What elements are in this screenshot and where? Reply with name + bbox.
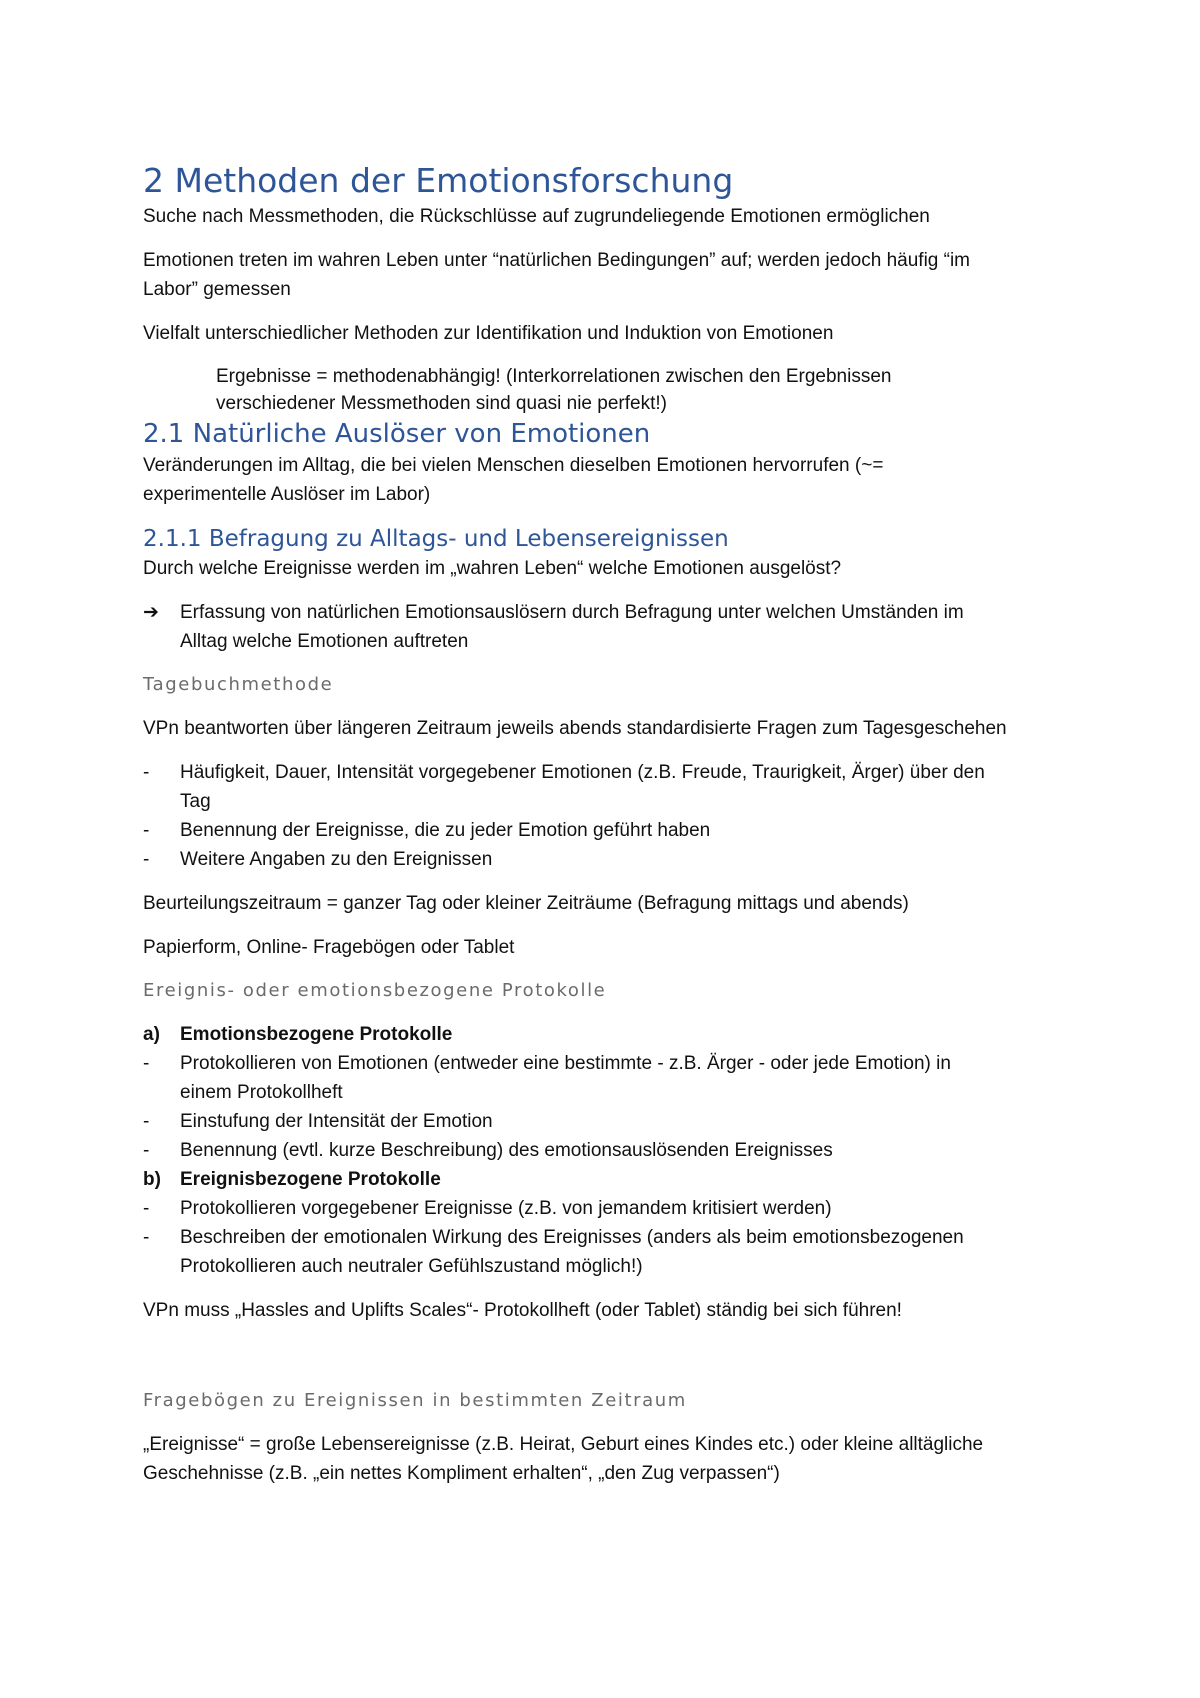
text-line: „Ereignisse“ = große Lebensereignisse (z.B. Heirat, Geburt eines Kindes etc.) oder kleine alltägliche	[143, 1434, 984, 1455]
text-line: Einstufung der Intensität der Emotion	[180, 1111, 493, 1132]
paragraph-vielfalt: Vielfalt unterschiedlicher Methoden zur Identifikation und Induktion von Emotionen	[143, 323, 834, 344]
heading-frageboegen: Fragebögen zu Ereignissen in bestimmten Zeitraum	[143, 1390, 687, 1411]
list-item	[143, 1194, 1073, 1223]
text-line: Häufigkeit, Dauer, Intensität vorgegebener Emotionen (z.B. Freude, Traurigkeit, Ärger) über den	[180, 762, 985, 783]
list-item	[143, 758, 1073, 816]
letter-marker: b)	[143, 1169, 161, 1190]
dash-marker: -	[143, 1198, 150, 1219]
text-line: Protokollieren vorgegebener Ereignisse (z.B. von jemandem kritisiert werden)	[180, 1198, 832, 1219]
text-line: Ereignisbezogene Protokolle	[180, 1169, 441, 1190]
text-line: einem Protokollheft	[180, 1082, 343, 1103]
list-item	[143, 1107, 1073, 1136]
text-line: Beschreiben der emotionalen Wirkung des Ereignisses (anders als beim emotionsbezogenen	[180, 1227, 964, 1248]
dash-marker: -	[143, 820, 150, 841]
paragraph-natuerliche-bedingungen	[143, 246, 1073, 304]
list-item	[143, 1049, 1073, 1107]
heading-methoden: 2 Methoden der Emotionsforschung	[143, 161, 734, 200]
paragraph-beurteilungszeitraum: Beurteilungszeitraum = ganzer Tag oder kleiner Zeiträume (Befragung mittags und abends)	[143, 893, 909, 914]
text-line: Weitere Angaben zu den Ereignissen	[180, 849, 493, 870]
text-line: Protokollieren auch neutraler Gefühlszustand möglich!)	[180, 1256, 643, 1277]
text-line: Alltag welche Emotionen auftreten	[180, 631, 469, 652]
dash-marker: -	[143, 762, 150, 783]
bullet-ergebnisse	[143, 363, 1073, 417]
paragraph-papierform: Papierform, Online- Fragebögen oder Tablet	[143, 937, 515, 958]
dash-marker: -	[143, 849, 150, 870]
letter-marker: a)	[143, 1024, 160, 1045]
list-item	[143, 1136, 1073, 1165]
list-item	[143, 1223, 1073, 1281]
text-line: experimentelle Auslöser im Labor)	[143, 484, 431, 505]
text-line: verschiedener Messmethoden sind quasi nie perfekt!)	[216, 393, 667, 414]
paragraph-hassles-uplifts: VPn muss „Hassles and Uplifts Scales“- Protokollheft (oder Tablet) ständig bei sich führen!	[143, 1300, 902, 1321]
text-line: Tag	[180, 791, 211, 812]
paragraph-vpn-beantworten: VPn beantworten über längeren Zeitraum jeweils abends standardisierte Fragen zum Tagesgeschehen	[143, 718, 1007, 739]
text-line: Protokollieren von Emotionen (entweder eine bestimmte - z.B. Ärger - oder jede Emotion) in	[180, 1053, 951, 1074]
dash-marker: -	[143, 1140, 150, 1161]
arrow-item-erfassung	[143, 598, 1073, 656]
dash-marker: -	[143, 1053, 150, 1074]
dash-marker: -	[143, 1111, 150, 1132]
text-line: Veränderungen im Alltag, die bei vielen Menschen dieselben Emotionen hervorrufen (~=	[143, 455, 884, 476]
paragraph-ereignisse-frage: Durch welche Ereignisse werden im „wahren Leben“ welche Emotionen ausgelöst?	[143, 558, 842, 579]
paragraph-ereignisse-definition	[143, 1430, 1073, 1488]
heading-tagebuchmethode: Tagebuchmethode	[143, 674, 334, 695]
text-line: Benennung (evtl. kurze Beschreibung) des emotionsauslösenden Ereignisses	[180, 1140, 833, 1161]
text-line: Emotionen treten im wahren Leben unter “natürlichen Bedingungen” auf; werden jedoch häufig “im	[143, 250, 971, 271]
list-item	[143, 816, 1073, 845]
text-line: Benennung der Ereignisse, die zu jeder Emotion geführt haben	[180, 820, 711, 841]
text-line: Emotionsbezogene Protokolle	[180, 1024, 453, 1045]
text-line: Geschehnisse (z.B. „ein nettes Kompliment erhalten“, „den Zug verpassen“)	[143, 1463, 780, 1484]
heading-protokolle: Ereignis- oder emotionsbezogene Protokolle	[143, 980, 607, 1001]
list-label-b	[143, 1165, 1073, 1194]
text-line: Ergebnisse = methodenabhängig! (Interkorrelationen zwischen den Ergebnissen	[216, 366, 892, 387]
paragraph-messmethoden: Suche nach Messmethoden, die Rückschlüsse auf zugrundeliegende Emotionen ermöglichen	[143, 206, 930, 227]
list-label-a	[143, 1020, 1073, 1049]
text-line: Labor” gemessen	[143, 279, 291, 300]
arrow-right-icon: ➔	[143, 601, 159, 623]
heading-natuerliche-ausloeser: 2.1 Natürliche Auslöser von Emotionen	[143, 419, 651, 449]
paragraph-veraenderungen	[143, 451, 1073, 509]
dash-marker: -	[143, 1227, 150, 1248]
list-item	[143, 845, 1073, 874]
document-page	[143, 160, 1073, 1488]
text-line: Erfassung von natürlichen Emotionsauslösern durch Befragung unter welchen Umständen im	[180, 602, 964, 623]
heading-befragung: 2.1.1 Befragung zu Alltags- und Lebensereignissen	[143, 526, 729, 552]
